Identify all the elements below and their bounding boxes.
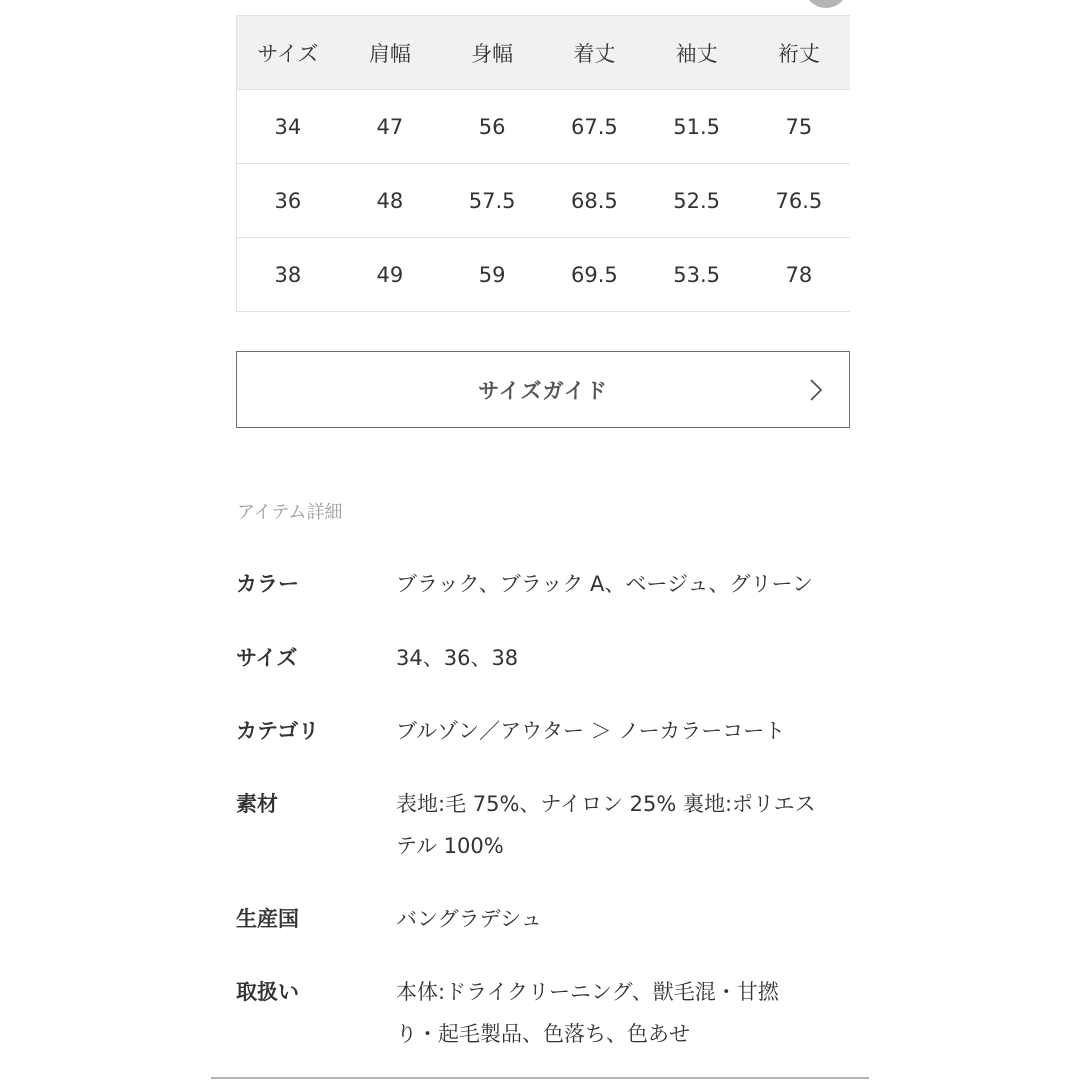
detail-value	[396, 898, 850, 940]
table-cell: 47	[339, 90, 441, 164]
detail-value-line: ブルゾン／アウター ＞ ノーカラーコート	[396, 719, 786, 743]
table-cell: 67.5	[543, 90, 645, 164]
chevron-right-icon	[807, 378, 825, 402]
detail-label: カラー	[236, 572, 299, 596]
table-cell: 34	[237, 90, 339, 164]
table-cell: 52.5	[646, 164, 748, 238]
header-cell: 肩幅	[339, 16, 441, 90]
detail-label: 素材	[236, 792, 278, 816]
size-guide-button[interactable]	[236, 351, 850, 428]
detail-value	[396, 971, 850, 1055]
table-cell: 68.5	[543, 164, 645, 238]
table-cell: 56	[441, 90, 543, 164]
table-cell: 51.5	[646, 90, 748, 164]
size-table	[236, 15, 850, 312]
table-cell: 78	[748, 238, 850, 312]
detail-value	[396, 637, 850, 679]
detail-label: 取扱い	[236, 980, 299, 1004]
table-row	[237, 238, 851, 312]
detail-value-line: 34、36、38	[396, 646, 519, 670]
table-cell: 76.5	[748, 164, 850, 238]
table-cell: 75	[748, 90, 850, 164]
table-cell: 53.5	[646, 238, 748, 312]
table-cell: 49	[339, 238, 441, 312]
detail-value-line: テル 100%	[396, 834, 504, 858]
table-cell: 48	[339, 164, 441, 238]
detail-label: 生産国	[236, 907, 299, 931]
detail-value	[396, 710, 850, 752]
header-cell: 身幅	[441, 16, 543, 90]
table-cell: 57.5	[441, 164, 543, 238]
item-details-title: アイテム詳細	[237, 502, 343, 523]
detail-value-line: バングラデシュ	[396, 907, 542, 931]
detail-value-line: ブラック、ブラック A、ベージュ、グリーン	[396, 572, 814, 596]
header-cell: 裄丈	[748, 16, 850, 90]
table-cell: 69.5	[543, 238, 645, 312]
table-cell: 38	[237, 238, 339, 312]
scroll-top-button[interactable]	[804, 0, 848, 8]
header-cell: 着丈	[543, 16, 645, 90]
header-cell: サイズ	[237, 16, 339, 90]
detail-value	[396, 783, 850, 867]
detail-label: サイズ	[236, 646, 298, 670]
detail-value-line: 本体:ドライクリーニング、獣毛混・甘撚	[396, 980, 779, 1004]
size-guide-label: サイズガイド	[478, 378, 608, 403]
detail-value	[396, 563, 850, 605]
size-table-header	[237, 16, 851, 90]
table-cell: 36	[237, 164, 339, 238]
divider	[211, 1077, 869, 1079]
table-row	[237, 90, 851, 164]
table-cell: 59	[441, 238, 543, 312]
table-row	[237, 164, 851, 238]
header-cell: 袖丈	[646, 16, 748, 90]
detail-value-line: 表地:毛 75%、ナイロン 25% 裏地:ポリエス	[396, 792, 816, 816]
detail-label: カテゴリ	[236, 719, 320, 743]
detail-value-line: り・起毛製品、色落ち、色あせ	[396, 1022, 690, 1046]
